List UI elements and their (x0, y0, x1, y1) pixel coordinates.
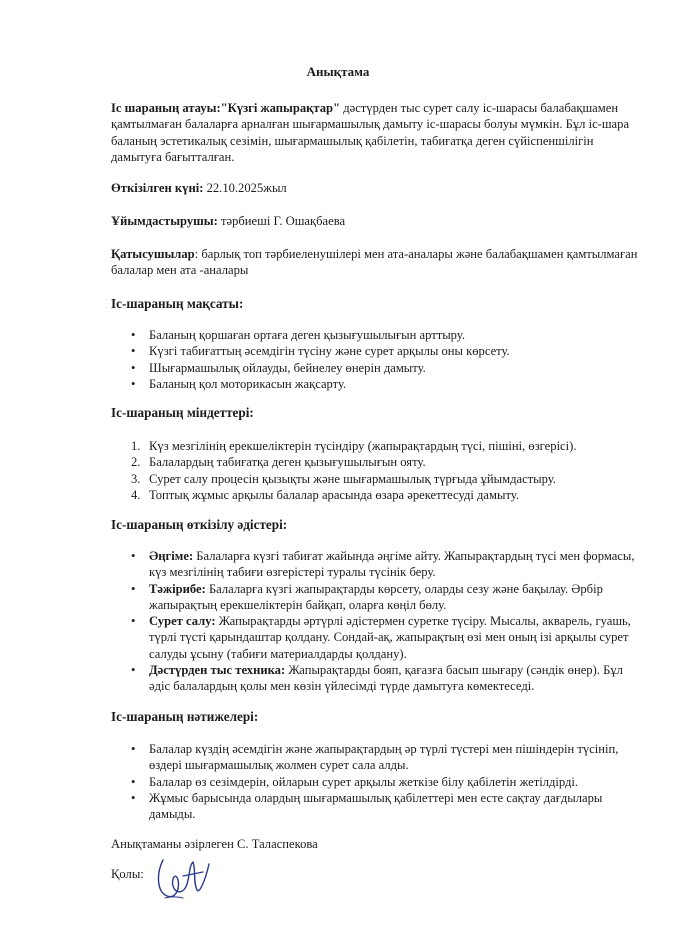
goals-list (111, 327, 641, 392)
list-item: 3. Сурет салу процесін қызықты және шығармашылық түрғыда ұйымдастыру. (131, 471, 556, 486)
bullet-marker: • (131, 376, 136, 391)
list-item: 4. Топтық жұмыс арқылы балалар арасында өзара әрекеттесуді дамыту. (131, 487, 519, 502)
list-item: • Күзгі табиғаттың әсемдігін түсіну және сурет арқылы оны көрсету. (131, 344, 510, 359)
tasks-heading: Іс-шараның міндеттері: (111, 405, 254, 420)
signature-label: Қолы: (111, 867, 144, 881)
event-name-value: "Күзгі жапырақтар" (220, 101, 341, 115)
results-list (111, 741, 641, 822)
prepared-by: Анықтаманы әзірлеген С. Таласпекова (111, 837, 318, 851)
bullet-marker: • (131, 774, 136, 789)
date-label: Өткізілген күні: (111, 181, 204, 195)
methods-list (111, 548, 641, 695)
methods-heading: Іс-шараның өткізілу әдістері: (111, 517, 288, 532)
bullet-marker: • (131, 360, 136, 375)
list-number: 2. (131, 455, 141, 470)
results-heading: Іс-шараның нәтижелері: (111, 709, 259, 724)
event-name-text: дәстүрден тыс сурет салу іс-шарасы балабақшамен қамтылмаған балаларға арналған шығармашылық дамыту іс-шарасы болуы мүмкін. Бұл іс-шара баланың эстетикалық сезімін, шығармашылық қабілетін, табиғатқа деген сүйіспеншілігін дамытуға бағытталған. (111, 101, 630, 164)
list-item: • Әңгіме: Балаларға күзгі табиғат жайында әңгіме айту. Жапырақтардың түсі мен формасы, күз мезгілінің табиғи өзгерістері туралы түсінік беру. (131, 549, 635, 580)
list-item: • Жұмыс барысында олардың шығармашылық қабілеттері мен есте сақтау дағдылары дамыды. (131, 790, 603, 822)
list-item: • Баланың қоршаған ортаға деген қызығушылығын арттыру. (131, 328, 465, 342)
list-item: • Балалар күздің әсемдігін және жапырақтардың әр түрлі түстері мен пішіндерін түсініп, өздері шығармашылық жолмен сурет сала алды. (131, 742, 619, 773)
list-item: • Баланың қол моторикасын жақсарту. (131, 376, 347, 391)
document-title: Анықтама (306, 64, 370, 79)
bullet-marker: • (131, 742, 136, 756)
list-item: • Балалар өз сезімдерін, ойларын сурет арқылы жеткізе білу қабілетін жетілдірді. (131, 774, 579, 789)
organizer-value: тәрбиеші Г. Ошақбаева (217, 214, 346, 228)
goals-heading: Іс-шараның мақсаты: (111, 296, 244, 311)
list-item: • Сурет салу: Жапырақтарды әртүрлі әдістермен суретке түсіру. Мысалы, акварель, гуашь, түрлі түсті қарындаштар қолдану. Сондай-ақ, жапырақтың өзі мен оның ізі арқылы сурет салуды ұсыну (табиғи материалдарды қолдану). (131, 614, 631, 661)
bullet-marker: • (131, 614, 136, 629)
list-item: • Тәжірибе: Балаларға күзгі жапырақтарды көрсету, оларды сезу және бақылау. Әрбір жапырақтың ерекшеліктерін байқап, оларға көңіл бөлу. (131, 581, 603, 612)
handwritten-signature (153, 852, 217, 902)
participants-paragraph (111, 246, 641, 279)
date-paragraph (111, 180, 641, 196)
list-number: 3. (131, 471, 141, 486)
date-value: 22.10.2025жыл (203, 181, 287, 195)
participants-label: Қатысушылар (111, 247, 195, 261)
list-number: 1. (131, 439, 141, 453)
bullet-marker: • (131, 790, 136, 805)
bullet-marker: • (131, 549, 136, 563)
organizer-paragraph (111, 213, 641, 229)
tasks-list (111, 438, 641, 503)
list-item: • Дәстүрден тыс техника: Жапырақтарды бояп, қағазға басып шығару (сәндік өнер). Бұл әдіс балалардың қолы мен көзін үйлесімді түрде дамытуға көмектеседі. (131, 663, 623, 694)
list-item: 2. Балалардың табиғатқа деген қызығушылығын ояту. (131, 455, 426, 470)
event-name-paragraph (111, 100, 641, 165)
bullet-marker: • (131, 581, 136, 596)
list-item: • Шығармашылық ойлауды, бейнелеу өнерін дамыту. (131, 360, 426, 375)
event-name-label: Іс шараның атауы: (111, 101, 221, 115)
bullet-marker: • (131, 328, 136, 342)
list-number: 4. (131, 487, 141, 502)
list-item: 1. Күз мезгілінің ерекшеліктерін түсіндіру (жапырақтардың түсі, пішіні, өзгерісі). (131, 439, 577, 453)
participants-value: : барлық топ тәрбиеленушілері мен ата-аналары және балабақшамен қамтылмаған балалар мен ата -аналары (111, 247, 638, 278)
bullet-marker: • (131, 344, 136, 359)
organizer-label: Ұйымдастырушы: (111, 214, 218, 228)
bullet-marker: • (131, 663, 136, 678)
